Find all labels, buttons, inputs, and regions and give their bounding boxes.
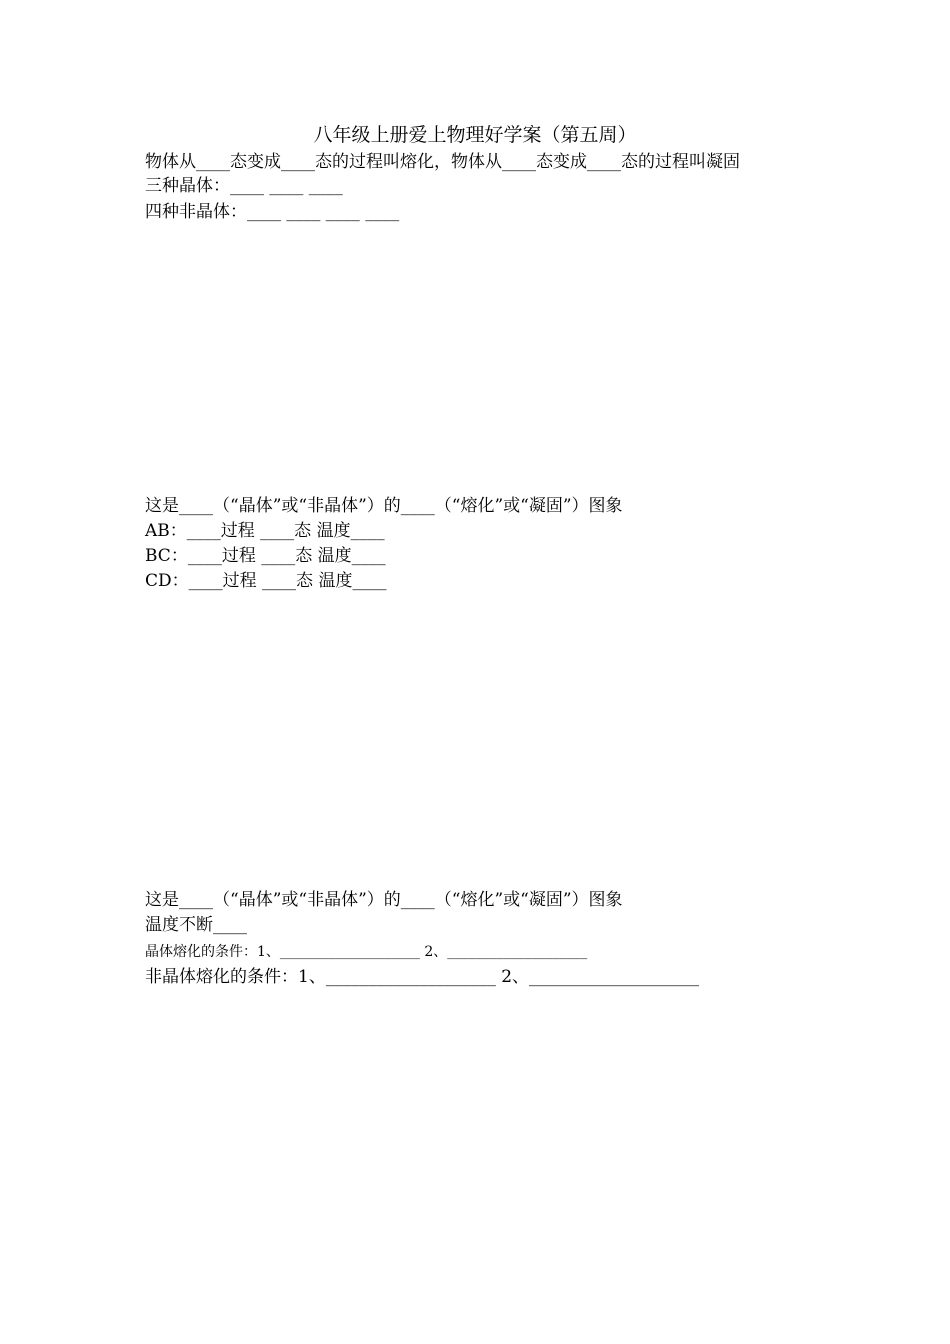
text-line-amorphous-conditions: 非晶体熔化的条件：1、____________________ 2、____________________ xyxy=(145,967,700,987)
text-line-amorphous: 四种非晶体：____ ____ ____ ____ xyxy=(145,202,400,222)
page-title: 八年级上册爱上物理好学案（第五周） xyxy=(313,124,637,146)
text-line-ab: AB：____过程 ____态 温度____ xyxy=(145,521,385,541)
text-line-melting-definition: 物体从____态变成____态的过程叫熔化，物体从____态变成____态的过程叫凝固 xyxy=(145,152,740,172)
text-line-temperature: 温度不断____ xyxy=(145,915,247,935)
text-line-graph-question-2: 这是____（“晶体”或“非晶体”）的____（“熔化”或“凝固”）图象 xyxy=(145,890,623,910)
text-line-bc: BC：____过程 ____态 温度____ xyxy=(145,546,386,566)
text-line-crystal-conditions: 晶体熔化的条件：1、____________________ 2、____________________ xyxy=(145,944,588,960)
text-line-crystals: 三种晶体：____ ____ ____ xyxy=(145,176,343,196)
text-line-graph-question-1: 这是____（“晶体”或“非晶体”）的____（“熔化”或“凝固”）图象 xyxy=(145,496,623,516)
text-line-cd: CD：____过程 ____态 温度____ xyxy=(145,571,387,591)
